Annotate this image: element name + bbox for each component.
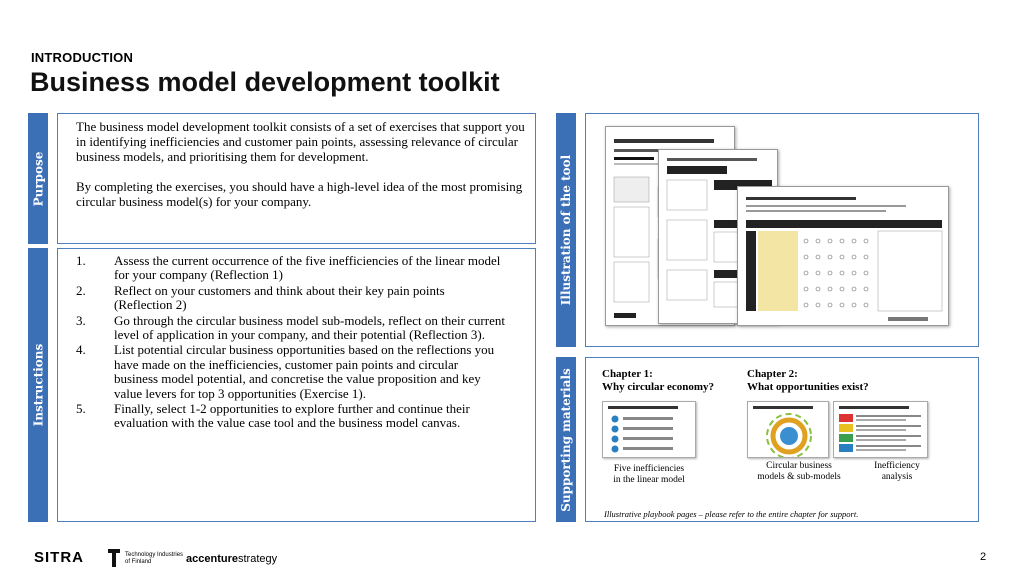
purpose-tab xyxy=(28,113,48,244)
chapter-2-title: What opportunities exist? xyxy=(747,381,869,393)
purpose-paragraph-2: By completing the exercises, you should have a high-level idea of the most promising circular business model(s) for your company. xyxy=(76,179,523,209)
playbook-page-illustration xyxy=(603,402,696,458)
chapter-1-label: Chapter 1: xyxy=(602,368,653,380)
playbook-page-image xyxy=(737,186,949,326)
illustration-box xyxy=(585,113,979,347)
sitra-logo: SITRA xyxy=(34,549,84,566)
page-number: 2 xyxy=(980,551,987,563)
illustration-tab xyxy=(556,113,576,347)
list-item: 5. Finally, select 1-2 opportunities to explore further and continue their evaluation with the value case tool and the business model canvas. xyxy=(76,401,470,431)
instructions-box xyxy=(57,248,536,522)
circular-business-models-thumbnail xyxy=(747,401,829,458)
inefficiency-analysis-caption: Inefficiency analysis xyxy=(874,461,920,482)
five-inefficiencies-thumbnail xyxy=(602,401,696,458)
section-label: INTRODUCTION xyxy=(31,50,134,65)
supporting-materials-tab-label: Supporting materials xyxy=(559,367,574,512)
accenture-strategy-logo: accenturestrategy xyxy=(186,553,278,565)
worksheet-illustration xyxy=(738,187,949,326)
inefficiency-analysis-thumbnail xyxy=(833,401,928,458)
chapter-1-title: Why circular economy? xyxy=(602,381,715,393)
instructions-tab-label: Instructions xyxy=(31,343,46,427)
circular-business-models-caption: Circular business models & sub-models xyxy=(757,461,841,482)
chapter-2-label: Chapter 2: xyxy=(747,368,798,380)
illustration-tab-label: Illustration of the tool xyxy=(559,154,573,306)
purpose-box xyxy=(57,113,536,244)
chapter-1-heading xyxy=(602,368,714,394)
list-item: 3. Go through the circular business model sub-models, reflect on their current level of application in your company, and their potential (Reflection 3). xyxy=(76,312,505,343)
purpose-tab-label: Purpose xyxy=(31,151,46,206)
instructions-tab xyxy=(28,248,48,522)
chapter-2-heading xyxy=(747,368,869,394)
purpose-paragraph-1: The business model development toolkit consists of a set of exercises that support you in identifying inefficiencies and customer pain points, assessing relevance of circular business models, and prioritising them for development. xyxy=(76,119,525,164)
page-title: Business model development toolkit xyxy=(30,67,500,97)
playbook-page-illustration xyxy=(748,402,829,458)
instructions-list xyxy=(76,254,505,431)
list-item: 2. Reflect on your customers and think about their key pain points (Reflection 2) xyxy=(76,282,445,313)
supporting-materials-note: Illustrative playbook pages – please refer to the entire chapter for support. xyxy=(604,509,859,519)
supporting-materials-tab xyxy=(556,357,576,522)
list-item: 4. List potential circular business opportunities based on the reflections you have made on the inefficiencies, customer pain points and circular business model potential, and concretise the value proposition and key value levers for top 3 opportunities (Exercise 1). xyxy=(76,342,495,401)
five-inefficiencies-caption: Five inefficiencies in the linear model xyxy=(613,464,685,485)
playbook-page-illustration xyxy=(834,402,928,458)
list-item: 1. Assess the current occurrence of the five inefficiencies of the linear model for your company (Reflection 1) xyxy=(76,253,501,283)
technology-industries-logo-text: Technology Industries of Finland xyxy=(125,552,184,565)
